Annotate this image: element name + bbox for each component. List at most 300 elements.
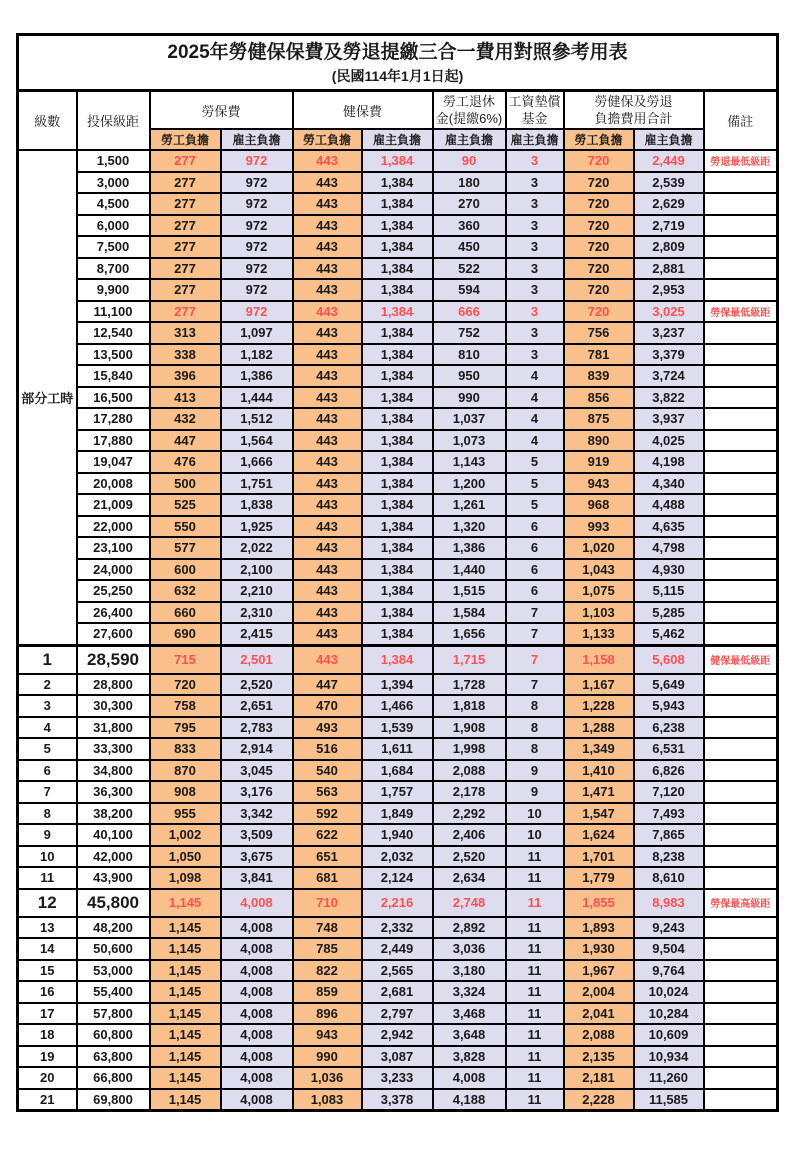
cell-remark	[704, 717, 778, 739]
cell-wage-fund-employer: 11	[506, 960, 564, 982]
cell-remark	[704, 602, 778, 624]
cell-pension-employer: 1,818	[433, 695, 506, 717]
cell-labor-insurance-employee: 277	[150, 215, 221, 237]
cell-total-employer: 4,025	[634, 430, 704, 452]
cell-pension-employer: 1,200	[433, 473, 506, 495]
cell-wage-fund-employer: 11	[506, 917, 564, 939]
cell-remark	[704, 803, 778, 825]
cell-total-employer: 5,462	[634, 623, 704, 645]
cell-remark	[704, 193, 778, 215]
cell-pension-employer: 2,634	[433, 867, 506, 889]
cell-insured-bracket: 3,000	[77, 172, 150, 194]
cell-total-employer: 4,798	[634, 537, 704, 559]
table-row	[18, 516, 778, 538]
table-row	[18, 580, 778, 602]
cell-remark	[704, 824, 778, 846]
cell-health-insurance-employer: 1,384	[362, 451, 433, 473]
cell-labor-insurance-employee: 577	[150, 537, 221, 559]
cell-remark: 健保最低級距	[704, 645, 778, 674]
cell-level: 16	[18, 981, 77, 1003]
col-header-wage-fund-line2: 基金	[521, 111, 548, 126]
cell-total-employee: 2,004	[564, 981, 634, 1003]
cell-health-insurance-employer: 1,940	[362, 824, 433, 846]
cell-remark	[704, 867, 778, 889]
cell-total-employer: 2,881	[634, 258, 704, 280]
table-row	[18, 451, 778, 473]
table-header-group-row	[18, 91, 778, 130]
cell-health-insurance-employee: 896	[293, 1003, 362, 1025]
cell-total-employee: 968	[564, 494, 634, 516]
cell-pension-employer: 1,728	[433, 674, 506, 696]
cell-health-insurance-employer: 1,384	[362, 193, 433, 215]
cell-total-employee: 781	[564, 344, 634, 366]
subheader-labor-employee: 勞工負擔	[150, 129, 221, 150]
cell-total-employee: 2,041	[564, 1003, 634, 1025]
cell-wage-fund-employer: 10	[506, 824, 564, 846]
cell-total-employee: 1,349	[564, 738, 634, 760]
cell-health-insurance-employer: 1,384	[362, 645, 433, 674]
cell-wage-fund-employer: 11	[506, 867, 564, 889]
cell-total-employer: 5,285	[634, 602, 704, 624]
cell-insured-bracket: 30,300	[77, 695, 150, 717]
cell-health-insurance-employee: 443	[293, 645, 362, 674]
cell-labor-insurance-employer: 1,751	[221, 473, 293, 495]
cell-labor-insurance-employee: 720	[150, 674, 221, 696]
table-row	[18, 301, 778, 323]
cell-remark	[704, 981, 778, 1003]
cell-remark	[704, 473, 778, 495]
cell-health-insurance-employee: 540	[293, 760, 362, 782]
cell-labor-insurance-employer: 2,022	[221, 537, 293, 559]
cell-remark	[704, 580, 778, 602]
cell-insured-bracket: 43,900	[77, 867, 150, 889]
cell-labor-insurance-employee: 1,145	[150, 960, 221, 982]
cell-remark	[704, 938, 778, 960]
cell-labor-insurance-employer: 2,520	[221, 674, 293, 696]
cell-wage-fund-employer: 3	[506, 236, 564, 258]
cell-labor-insurance-employer: 2,310	[221, 602, 293, 624]
cell-labor-insurance-employer: 4,008	[221, 938, 293, 960]
cell-level: 17	[18, 1003, 77, 1025]
cell-level: 5	[18, 738, 77, 760]
table-row	[18, 1089, 778, 1111]
cell-wage-fund-employer: 3	[506, 172, 564, 194]
cell-health-insurance-employee: 443	[293, 322, 362, 344]
table-row	[18, 387, 778, 409]
cell-health-insurance-employer: 2,216	[362, 889, 433, 917]
cell-wage-fund-employer: 5	[506, 473, 564, 495]
cell-total-employer: 5,649	[634, 674, 704, 696]
cell-labor-insurance-employee: 277	[150, 301, 221, 323]
cell-health-insurance-employer: 2,332	[362, 917, 433, 939]
table-row	[18, 236, 778, 258]
cell-pension-employer: 2,406	[433, 824, 506, 846]
cell-labor-insurance-employee: 600	[150, 559, 221, 581]
cell-labor-insurance-employer: 1,512	[221, 408, 293, 430]
cell-labor-insurance-employer: 972	[221, 150, 293, 172]
cell-health-insurance-employer: 3,087	[362, 1046, 433, 1068]
cell-health-insurance-employer: 1,466	[362, 695, 433, 717]
cell-labor-insurance-employer: 3,841	[221, 867, 293, 889]
cell-health-insurance-employee: 443	[293, 516, 362, 538]
cell-pension-employer: 1,037	[433, 408, 506, 430]
cell-total-employee: 720	[564, 172, 634, 194]
subheader-total-employee: 勞工負擔	[564, 129, 634, 150]
subheader-health-employee: 勞工負擔	[293, 129, 362, 150]
cell-labor-insurance-employee: 1,145	[150, 981, 221, 1003]
cell-labor-insurance-employee: 1,145	[150, 1003, 221, 1025]
col-header-wage-fund	[506, 91, 564, 130]
cell-total-employer: 4,930	[634, 559, 704, 581]
cell-pension-employer: 360	[433, 215, 506, 237]
cell-pension-employer: 1,386	[433, 537, 506, 559]
col-header-health-fee: 健保費	[293, 91, 433, 130]
cell-level: 8	[18, 803, 77, 825]
table-row	[18, 602, 778, 624]
cell-insured-bracket: 45,800	[77, 889, 150, 917]
cell-health-insurance-employee: 443	[293, 408, 362, 430]
cell-total-employee: 1,020	[564, 537, 634, 559]
cell-remark	[704, 236, 778, 258]
cell-remark	[704, 279, 778, 301]
cell-health-insurance-employee: 443	[293, 344, 362, 366]
cell-health-insurance-employer: 1,684	[362, 760, 433, 782]
cell-total-employer: 2,449	[634, 150, 704, 172]
cell-pension-employer: 3,468	[433, 1003, 506, 1025]
cell-health-insurance-employee: 681	[293, 867, 362, 889]
cell-level: 20	[18, 1067, 77, 1089]
cell-remark	[704, 451, 778, 473]
cell-health-insurance-employer: 1,384	[362, 537, 433, 559]
table-row	[18, 365, 778, 387]
cell-total-employer: 9,764	[634, 960, 704, 982]
cell-pension-employer: 3,828	[433, 1046, 506, 1068]
cell-remark	[704, 1089, 778, 1111]
cell-total-employer: 6,531	[634, 738, 704, 760]
cell-total-employee: 1,133	[564, 623, 634, 645]
cell-insured-bracket: 25,250	[77, 580, 150, 602]
cell-labor-insurance-employer: 4,008	[221, 889, 293, 917]
cell-level: 11	[18, 867, 77, 889]
table-row	[18, 760, 778, 782]
cell-insured-bracket: 42,000	[77, 846, 150, 868]
cell-health-insurance-employer: 1,384	[362, 172, 433, 194]
cell-wage-fund-employer: 4	[506, 365, 564, 387]
cell-labor-insurance-employer: 2,501	[221, 645, 293, 674]
cell-health-insurance-employee: 748	[293, 917, 362, 939]
cell-health-insurance-employer: 1,384	[362, 258, 433, 280]
cell-health-insurance-employee: 443	[293, 387, 362, 409]
cell-wage-fund-employer: 3	[506, 258, 564, 280]
cell-labor-insurance-employee: 277	[150, 279, 221, 301]
page-title: 2025年勞健保保費及勞退提繳三合一費用對照參考用表	[167, 42, 628, 63]
cell-total-employee: 720	[564, 258, 634, 280]
cell-wage-fund-employer: 11	[506, 1089, 564, 1111]
cell-total-employer: 2,719	[634, 215, 704, 237]
cell-pension-employer: 180	[433, 172, 506, 194]
cell-total-employee: 756	[564, 322, 634, 344]
cell-remark	[704, 1067, 778, 1089]
cell-labor-insurance-employer: 972	[221, 301, 293, 323]
cell-wage-fund-employer: 8	[506, 738, 564, 760]
reference-table-page	[0, 33, 791, 1153]
col-header-pension-line1: 勞工退休	[442, 94, 495, 109]
cell-wage-fund-employer: 6	[506, 559, 564, 581]
cell-labor-insurance-employee: 1,002	[150, 824, 221, 846]
cell-health-insurance-employer: 2,124	[362, 867, 433, 889]
cell-level: 14	[18, 938, 77, 960]
cell-health-insurance-employee: 622	[293, 824, 362, 846]
table-row	[18, 559, 778, 581]
cell-total-employer: 7,865	[634, 824, 704, 846]
cell-insured-bracket: 24,000	[77, 559, 150, 581]
cell-total-employee: 1,228	[564, 695, 634, 717]
cell-level: 13	[18, 917, 77, 939]
cell-pension-employer: 2,892	[433, 917, 506, 939]
cell-total-employer: 4,635	[634, 516, 704, 538]
cell-total-employee: 720	[564, 301, 634, 323]
cell-labor-insurance-employee: 277	[150, 258, 221, 280]
cell-insured-bracket: 55,400	[77, 981, 150, 1003]
cell-wage-fund-employer: 6	[506, 516, 564, 538]
cell-labor-insurance-employer: 4,008	[221, 917, 293, 939]
cell-health-insurance-employee: 1,036	[293, 1067, 362, 1089]
cell-remark	[704, 760, 778, 782]
cell-total-employee: 890	[564, 430, 634, 452]
cell-labor-insurance-employee: 1,145	[150, 1024, 221, 1046]
cell-insured-bracket: 1,500	[77, 150, 150, 172]
cell-labor-insurance-employee: 432	[150, 408, 221, 430]
cell-labor-insurance-employee: 715	[150, 645, 221, 674]
subheader-wage-fund-employer: 雇主負擔	[506, 129, 564, 150]
col-header-labor-fee: 勞保費	[150, 91, 293, 130]
cell-insured-bracket: 13,500	[77, 344, 150, 366]
cell-pension-employer: 2,748	[433, 889, 506, 917]
cell-level: 2	[18, 674, 77, 696]
col-header-pension	[433, 91, 506, 130]
cell-health-insurance-employee: 443	[293, 150, 362, 172]
table-row	[18, 215, 778, 237]
cell-labor-insurance-employer: 4,008	[221, 1003, 293, 1025]
cell-total-employee: 1,779	[564, 867, 634, 889]
cell-health-insurance-employee: 516	[293, 738, 362, 760]
cell-labor-insurance-employer: 972	[221, 193, 293, 215]
cell-health-insurance-employer: 1,384	[362, 602, 433, 624]
cell-wage-fund-employer: 6	[506, 580, 564, 602]
table-row	[18, 258, 778, 280]
cell-total-employee: 919	[564, 451, 634, 473]
title-row	[18, 35, 778, 91]
cell-pension-employer: 594	[433, 279, 506, 301]
cell-health-insurance-employee: 443	[293, 602, 362, 624]
cell-labor-insurance-employer: 4,008	[221, 1024, 293, 1046]
cell-wage-fund-employer: 7	[506, 674, 564, 696]
cell-labor-insurance-employer: 3,342	[221, 803, 293, 825]
col-header-pension-line2: 金(提繳6%)	[435, 111, 503, 126]
cell-labor-insurance-employee: 955	[150, 803, 221, 825]
cell-remark	[704, 674, 778, 696]
table-row	[18, 494, 778, 516]
cell-total-employer: 10,609	[634, 1024, 704, 1046]
cell-health-insurance-employer: 1,611	[362, 738, 433, 760]
cell-total-employee: 1,701	[564, 846, 634, 868]
cell-total-employee: 1,471	[564, 781, 634, 803]
cell-remark	[704, 846, 778, 868]
cell-health-insurance-employee: 443	[293, 537, 362, 559]
cell-wage-fund-employer: 7	[506, 602, 564, 624]
cell-pension-employer: 3,324	[433, 981, 506, 1003]
table-row	[18, 889, 778, 917]
cell-health-insurance-employer: 1,384	[362, 408, 433, 430]
cell-insured-bracket: 21,009	[77, 494, 150, 516]
cell-wage-fund-employer: 3	[506, 279, 564, 301]
cell-labor-insurance-employer: 4,008	[221, 1046, 293, 1068]
cell-health-insurance-employer: 1,384	[362, 215, 433, 237]
cell-insured-bracket: 15,840	[77, 365, 150, 387]
cell-health-insurance-employer: 2,449	[362, 938, 433, 960]
cell-total-employer: 8,238	[634, 846, 704, 868]
cell-labor-insurance-employee: 795	[150, 717, 221, 739]
cell-health-insurance-employee: 443	[293, 279, 362, 301]
cell-labor-insurance-employer: 1,444	[221, 387, 293, 409]
cell-pension-employer: 1,656	[433, 623, 506, 645]
table-row	[18, 917, 778, 939]
cell-insured-bracket: 9,900	[77, 279, 150, 301]
subheader-labor-employer: 雇主負擔	[221, 129, 293, 150]
cell-remark	[704, 559, 778, 581]
cell-health-insurance-employee: 563	[293, 781, 362, 803]
cell-health-insurance-employee: 443	[293, 430, 362, 452]
cell-pension-employer: 450	[433, 236, 506, 258]
cell-remark	[704, 623, 778, 645]
table-row	[18, 279, 778, 301]
cell-labor-insurance-employer: 2,783	[221, 717, 293, 739]
cell-wage-fund-employer: 3	[506, 344, 564, 366]
col-header-wage-fund-line1: 工資墊償	[508, 94, 561, 109]
cell-level: 15	[18, 960, 77, 982]
cell-health-insurance-employee: 443	[293, 494, 362, 516]
cell-insured-bracket: 60,800	[77, 1024, 150, 1046]
cell-total-employee: 1,967	[564, 960, 634, 982]
cell-labor-insurance-employer: 3,045	[221, 760, 293, 782]
cell-remark	[704, 494, 778, 516]
cell-labor-insurance-employer: 2,914	[221, 738, 293, 760]
cell-total-employee: 720	[564, 150, 634, 172]
cell-total-employer: 4,340	[634, 473, 704, 495]
cell-health-insurance-employee: 785	[293, 938, 362, 960]
col-header-remark: 備註	[704, 91, 778, 151]
cell-level: 6	[18, 760, 77, 782]
cell-remark	[704, 960, 778, 982]
table-row	[18, 322, 778, 344]
cell-labor-insurance-employee: 1,098	[150, 867, 221, 889]
cell-wage-fund-employer: 11	[506, 981, 564, 1003]
cell-total-employer: 8,610	[634, 867, 704, 889]
cell-total-employer: 10,284	[634, 1003, 704, 1025]
cell-health-insurance-employer: 1,539	[362, 717, 433, 739]
cell-labor-insurance-employee: 1,145	[150, 1046, 221, 1068]
cell-insured-bracket: 36,300	[77, 781, 150, 803]
table-row	[18, 1067, 778, 1089]
cell-labor-insurance-employer: 1,925	[221, 516, 293, 538]
cell-remark	[704, 738, 778, 760]
cell-total-employee: 2,181	[564, 1067, 634, 1089]
table-row	[18, 803, 778, 825]
table-row	[18, 674, 778, 696]
cell-remark	[704, 344, 778, 366]
cell-remark	[704, 537, 778, 559]
table-row	[18, 846, 778, 868]
cell-pension-employer: 950	[433, 365, 506, 387]
cell-remark	[704, 387, 778, 409]
cell-health-insurance-employee: 822	[293, 960, 362, 982]
cell-total-employee: 720	[564, 236, 634, 258]
cell-insured-bracket: 26,400	[77, 602, 150, 624]
table-row	[18, 981, 778, 1003]
cell-labor-insurance-employer: 1,182	[221, 344, 293, 366]
cell-level: 12	[18, 889, 77, 917]
cell-total-employee: 1,547	[564, 803, 634, 825]
cell-labor-insurance-employer: 972	[221, 172, 293, 194]
cell-remark: 勞保最高級距	[704, 889, 778, 917]
cell-wage-fund-employer: 3	[506, 322, 564, 344]
cell-remark	[704, 408, 778, 430]
cell-pension-employer: 1,715	[433, 645, 506, 674]
subheader-health-employer: 雇主負擔	[362, 129, 433, 150]
cell-insured-bracket: 40,100	[77, 824, 150, 846]
cell-health-insurance-employer: 1,384	[362, 236, 433, 258]
cell-labor-insurance-employee: 1,145	[150, 938, 221, 960]
cell-insured-bracket: 27,600	[77, 623, 150, 645]
col-header-total-line2: 負擔費用合計	[594, 111, 673, 126]
cell-health-insurance-employee: 443	[293, 193, 362, 215]
table-row	[18, 645, 778, 674]
cell-wage-fund-employer: 3	[506, 193, 564, 215]
cell-wage-fund-employer: 4	[506, 430, 564, 452]
cell-health-insurance-employer: 2,942	[362, 1024, 433, 1046]
cell-remark	[704, 781, 778, 803]
cell-total-employer: 7,120	[634, 781, 704, 803]
cell-health-insurance-employee: 859	[293, 981, 362, 1003]
cell-pension-employer: 3,036	[433, 938, 506, 960]
cell-total-employee: 1,855	[564, 889, 634, 917]
cell-health-insurance-employer: 1,394	[362, 674, 433, 696]
cell-health-insurance-employee: 443	[293, 580, 362, 602]
cell-labor-insurance-employee: 313	[150, 322, 221, 344]
cell-labor-insurance-employee: 550	[150, 516, 221, 538]
cell-total-employee: 1,624	[564, 824, 634, 846]
cell-insured-bracket: 17,280	[77, 408, 150, 430]
cell-labor-insurance-employee: 1,145	[150, 889, 221, 917]
cell-pension-employer: 90	[433, 150, 506, 172]
cell-labor-insurance-employee: 413	[150, 387, 221, 409]
cell-labor-insurance-employee: 1,145	[150, 1089, 221, 1111]
cell-labor-insurance-employee: 525	[150, 494, 221, 516]
cell-total-employee: 720	[564, 279, 634, 301]
cell-health-insurance-employer: 1,384	[362, 473, 433, 495]
cell-total-employee: 1,103	[564, 602, 634, 624]
cell-health-insurance-employee: 710	[293, 889, 362, 917]
cell-total-employer: 2,539	[634, 172, 704, 194]
cell-total-employer: 5,115	[634, 580, 704, 602]
cell-pension-employer: 4,188	[433, 1089, 506, 1111]
cell-pension-employer: 1,440	[433, 559, 506, 581]
cell-insured-bracket: 4,500	[77, 193, 150, 215]
cell-labor-insurance-employee: 833	[150, 738, 221, 760]
cell-level: 3	[18, 695, 77, 717]
cell-health-insurance-employee: 1,083	[293, 1089, 362, 1111]
cell-wage-fund-employer: 11	[506, 1067, 564, 1089]
